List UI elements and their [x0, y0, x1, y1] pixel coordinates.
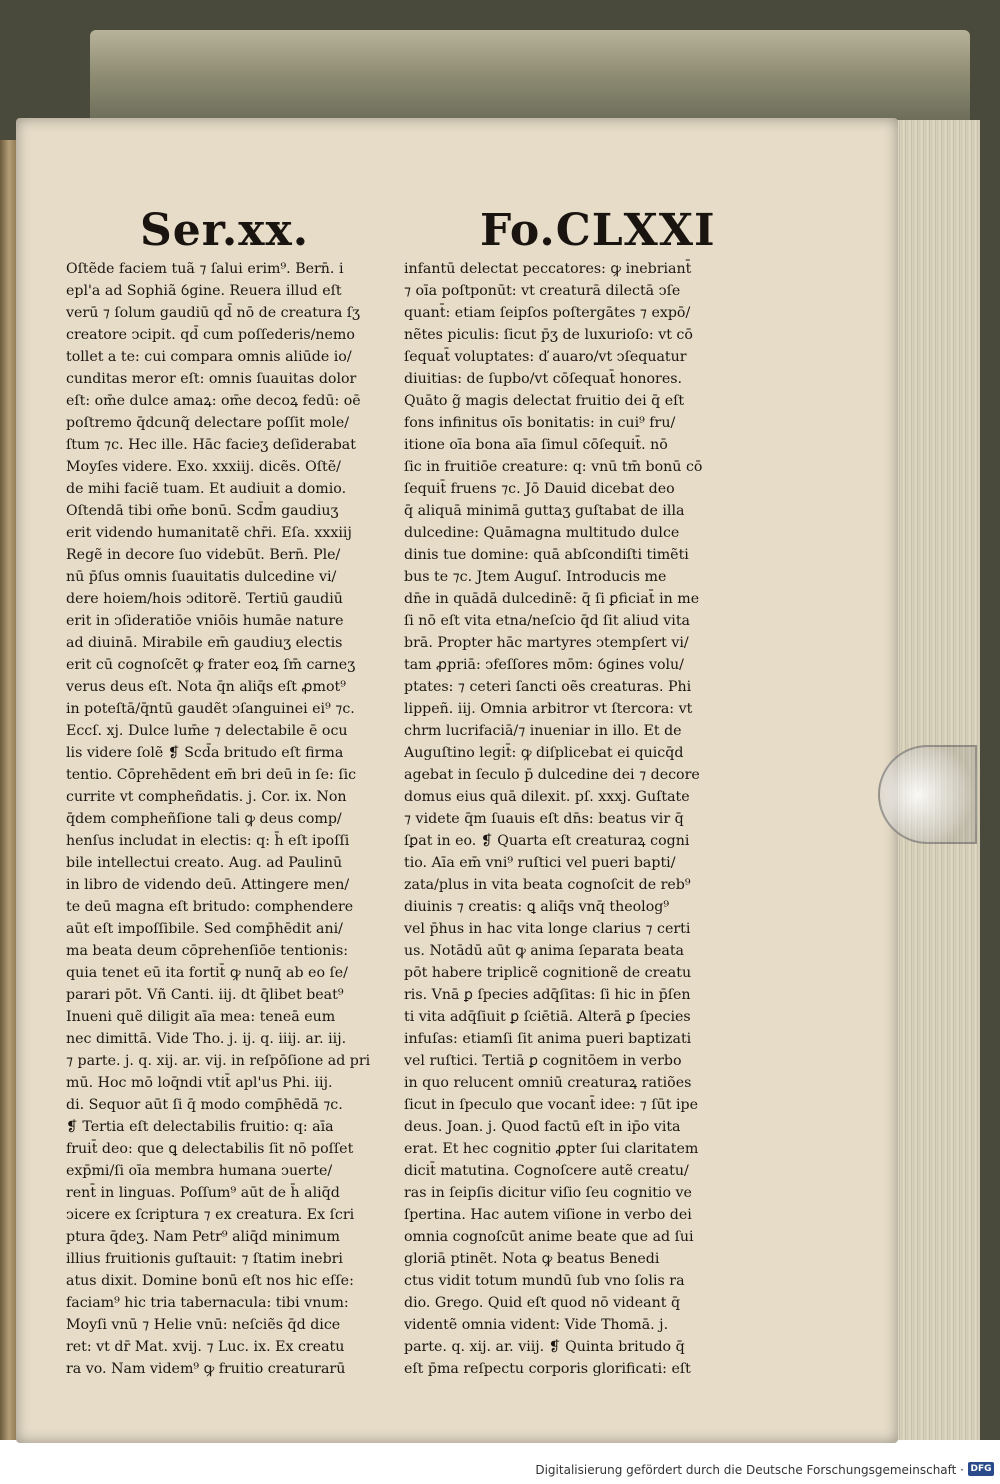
text-column-right: [404, 258, 734, 1380]
text-line: dn̄e in quādā dulcedinẽ: q̄ ſi ꝑficiat̄ in me: [404, 591, 700, 607]
text-line: ⁊ videte q̄m ſuauis eſt dn̄s: beatus vir q̄: [404, 811, 684, 827]
text-line: vel ruſtici. Tertiā ꝑ cognitōem in verbo: [404, 1053, 682, 1069]
text-line: videntẽ omnia vident: Vide Thomā. j.: [404, 1317, 669, 1333]
running-head-left: Ser.xx.: [140, 205, 310, 256]
text-line: aūt eſt impoſſibile. Sed comp̄hēdit ani/: [66, 921, 343, 937]
text-line: lis videre ſolẽ ❡ Scd̄a britudo eſt firma: [66, 745, 344, 761]
text-line: in libro de videndo deū. Attingere men/: [66, 877, 350, 893]
text-line: creatore ↄcipit. qd̄ cum poſſederis/nemo: [66, 327, 355, 343]
text-line: erit cū cognoſcẽt ꝙ frater eoꝝ ſm̄ carneʒ: [66, 657, 356, 673]
text-line: atus dixit. Domine bonū eſt nos hic eſſe:: [66, 1273, 354, 1289]
text-column-left: [66, 258, 396, 1380]
text-line: lippeñ. iij. Omnia arbitror vt ſtercora: vt: [404, 701, 693, 717]
page-clamp: [878, 745, 977, 844]
text-line: verū ⁊ ſolum gaudiū qd̄ nō de creatura ſʒ: [66, 305, 361, 321]
text-line: Quāto g̃ magis delectat fruitio dei q̄ eſt: [404, 393, 685, 409]
text-line: fons infinitus oīs bonitatis: in cui⁹ fru/: [404, 415, 676, 431]
text-line: q̄ aliquā minimā guttaʒ guſtabat de illa: [404, 503, 685, 519]
text-line: dinis tue domine: quā abſcondiſti timẽti: [404, 547, 689, 563]
text-line: quia tenet eū ita fortit̄ ꝙ nunq̄ ab eo ſe/: [66, 965, 348, 981]
text-line: epl'a ad Sophiã ỽgine. Reuera illud eſt: [66, 283, 342, 299]
text-line: henſus includat in electis: q: h̄ eſt ipoſſi: [66, 833, 350, 849]
digitization-footer: [0, 1456, 1000, 1484]
text-line: ⁊ parte. j. q. xij. ar. vij. in reſpōſione ad pri: [66, 1053, 371, 1069]
text-line: pōt habere triplicẽ cognitionẽ de creatu: [404, 965, 692, 981]
text-line: nec dimittā. Vide Tho. j. ij. q. iiij. ar. iij.: [66, 1031, 347, 1047]
text-line: diuinis ⁊ creatis: ꝗ aliq̄s vnq̄ theolog⁹: [404, 899, 670, 915]
text-line: zata/plus in vita beata cognoſcit de reb⁹: [404, 877, 691, 893]
text-line: exp̄mi/ſi oīa membra humana ↄuerte/: [66, 1163, 333, 1179]
text-line: nū p̄ſus omnis ſuauitatis dulcedine vi/: [66, 569, 337, 585]
text-line: Oſtendā tibi om̄e bonū. Scd̄m gaudiuʒ: [66, 503, 339, 519]
text-line: ptura q̄deʒ. Nam Petr⁹ aliq̄d minimum: [66, 1229, 340, 1245]
text-line: vel p̄hus in hac vita longe clarius ⁊ certi: [404, 921, 691, 937]
text-line: di. Sequor aūt ſi q̄ modo comp̄hēdā ⁊c.: [66, 1097, 343, 1113]
text-line: itione oīa bona aīa ſimul cōſequit̄. nō: [404, 437, 668, 453]
text-line: de mihi faciẽ tuam. Et audiuit a domio.: [66, 481, 347, 497]
text-line: diuitias: de ſupbo/vt cōſequat̄ honores.: [404, 371, 683, 387]
text-line: ſic in fruitiōe creature: q: vnū tm̄ bonū cō: [404, 459, 703, 475]
text-line: cunditas meror eſt: omnis ſuauitas dolor: [66, 371, 357, 387]
text-line: dicit̄ matutina. Cognoſcere autẽ creatu/: [404, 1163, 689, 1179]
dfg-logo: DFG: [968, 1462, 994, 1476]
text-line: chrm lucrifaciā/⁊ inueniar in illo. Et de: [404, 723, 682, 739]
text-line: tio. Aīa em̄ vni⁹ ruſtici vel pueri bapti/: [404, 855, 676, 871]
text-line: verus deus eſt. Nota q̄n aliq̄s eſt ꝓmot⁹: [66, 679, 346, 695]
text-line: Eccſ. xj. Dulce lum̄e ⁊ delectabile ē ocu: [66, 723, 348, 739]
text-line: us. Notādū aūt ꝙ anima ſeparata beata: [404, 943, 685, 959]
text-line: deus. Joan. j. Quod factū eſt in ip̄o vita: [404, 1119, 681, 1135]
text-line: ſequat̄ voluptates: ď auaro/vt ↄſequatur: [404, 349, 687, 365]
text-line: nẽtes piculis: ſicut p̄ʒ de luxurioſo: vt cō: [404, 327, 693, 343]
text-line: ret: vt dr̄ Mat. xvij. ⁊ Luc. ix. Ex creatu: [66, 1339, 345, 1355]
text-line: Moyſi vnū ⁊ Helie vnū: neſciẽs q̄d dice: [66, 1317, 341, 1333]
text-line: te deū magna eſt britudo: comphendere: [66, 899, 354, 915]
text-line: gloriā ptinẽt. Nota ꝙ beatus Benedi: [404, 1251, 660, 1267]
text-line: agebat in ſeculo p̄ dulcedine dei ⁊ decore: [404, 767, 700, 783]
text-line: faciam⁹ hic tria tabernacula: tibi vnum:: [66, 1295, 349, 1311]
text-line: in poteſtā/q̄ntū gaudẽt ↄſanguinei ei⁹ ⁊c.: [66, 701, 355, 717]
text-line: erit in ↄſideratiōe vniōis humāe nature: [66, 613, 344, 629]
text-line: Auguſtino legit̄: ꝙ diſplicebat ei quicq̄d: [404, 745, 684, 761]
text-line: parari pōt. Vñ Canti. iij. dt q̄libet beat⁹: [66, 987, 344, 1003]
text-line: parte. q. xij. ar. viij. ❡ Quinta britudo q̄: [404, 1339, 685, 1355]
funding-credit: Digitalisierung gefördert durch die Deutsche Forschungsgemeinschaft ·: [535, 1463, 964, 1477]
text-line: domus eius quā dilexit. pſ. xxxj. Guſtate: [404, 789, 690, 805]
text-line: ſi nō eſt vita etna/neſcio q̄d ſit aliud vita: [404, 613, 691, 629]
text-line: ſequit̄ fruens ⁊c. Jō Dauid dicebat deo: [404, 481, 675, 497]
text-line: dulcedine: Quāmagna multitudo dulce: [404, 525, 680, 541]
text-line: erat. Et hec cognitio ꝓpter ſui claritatem: [404, 1141, 699, 1157]
text-line: ſtum ⁊c. Hec ille. Hāc facieʒ deſiderabat: [66, 437, 356, 453]
folio-number: Fo.CLXXI: [480, 205, 716, 256]
text-line: ❡ Tertia eſt delectabilis fruitio: q: aīa: [66, 1119, 334, 1135]
text-line: infuſas: etiamſi ſit anima pueri baptizati: [404, 1031, 692, 1047]
text-line: ſꝑat in eo. ❡ Quarta eſt creaturaꝝ cogni: [404, 833, 690, 849]
text-line: brā. Propter hāc martyres ↄtempſert vi/: [404, 635, 689, 651]
text-line: infantū delectat peccatores: ꝙ inebriant̄: [404, 261, 692, 277]
text-line: fruit̄ deo: que ꝗ delectabilis ſit nō poſſet: [66, 1141, 354, 1157]
text-line: bus te ⁊c. Jtem Auguſ. Introducis me: [404, 569, 667, 585]
text-line: ra vo. Nam videm⁹ ꝙ fruitio creaturarū: [66, 1361, 346, 1377]
text-line: erit videndo humanitatẽ chr̄i. Eſa. xxxiij: [66, 525, 352, 541]
text-line: quant̄: etiam ſeipſos poſtergātes ⁊ expō/: [404, 305, 691, 321]
text-line: ctus vidit totum mundū ſub vno ſolis ra: [404, 1273, 685, 1289]
text-line: tam ꝓpriā: ↄfeſſores mōm: ỽgines volu/: [404, 657, 684, 673]
text-line: ti vita adq̄ſiuit ꝑ ſciētiā. Alterā ꝑ ſpecies: [404, 1009, 691, 1025]
text-line: omnia cognoſcūt anime beate que ad ſui: [404, 1229, 694, 1245]
text-line: tentio. Cōprehēdent em̄ bri deū in ſe: ſic: [66, 767, 357, 783]
text-line: poſtremo q̄dcunq̃ delectare poſſit mole/: [66, 415, 350, 431]
text-line: Moyſes videre. Exo. xxxiij. dicẽs. Oſtẽ/: [66, 459, 341, 475]
text-line: ras in ſeipſis dicitur viſio ſeu cognitio ve: [404, 1185, 692, 1201]
text-line: rent̄ in linguas. Poſſum⁹ aūt de h̄ aliq̄d: [66, 1185, 340, 1201]
text-line: ma beata deum cōprehenſiōe tentionis:: [66, 943, 349, 959]
text-line: q̄dem compheñſione tali ꝙ deus comp/: [66, 811, 342, 827]
text-line: in quo relucent omniū creaturaꝝ ratiões: [404, 1075, 692, 1091]
text-line: dio. Grego. Quid eſt quod nō videant q̄: [404, 1295, 681, 1311]
text-line: bile intellectui creato. Aug. ad Paulinū: [66, 855, 343, 871]
text-line: ſpertina. Hac autem viſione in verbo dei: [404, 1207, 692, 1223]
text-line: tollet a te: cui compara omnis aliūde io/: [66, 349, 352, 365]
text-line: Regẽ in decore ſuo videbūt. Bern̄. Ple/: [66, 547, 341, 563]
text-line: mū. Hoc mō loq̄ndi vtit̄ apl'us Phi. iij.: [66, 1075, 333, 1091]
text-line: ↄicere ex ſcriptura ⁊ ex creatura. Ex ſcri: [66, 1207, 355, 1223]
text-line: currite vt compheñdatis. j. Cor. ix. Non: [66, 789, 347, 805]
text-line: dere hoiem/hois ↄditorẽ. Tertiū gaudiū: [66, 591, 343, 607]
text-line: ris. Vnā ꝑ ſpecies adq̄ſitas: ſi hic in p̄ſen: [404, 987, 691, 1003]
text-line: ptates: ⁊ ceteri ſancti oẽs creaturas. Phi: [404, 679, 692, 695]
text-line: eſt p̄ma reſpectu corporis glorificati: eſt: [404, 1361, 691, 1377]
text-line: illius fruitionis guſtauit: ⁊ ſtatim inebri: [66, 1251, 343, 1267]
text-line: eſt: om̄e dulce amaꝝ: om̄e decoꝝ fedū: oē: [66, 393, 361, 409]
text-line: ſicut in ſpeculo que vocant̄ idee: ⁊ ſūt ipe: [404, 1097, 698, 1113]
text-line: Inueni quẽ diligit aīa mea: teneā eum: [66, 1009, 336, 1025]
text-line: ⁊ oīa poſtponūt: vt creaturā dilectā ↄſe: [404, 283, 681, 299]
text-line: ad diuinā. Mirabile em̄ gaudiuʒ electis: [66, 635, 343, 651]
text-line: Oſtẽde faciem tuã ⁊ ſalui erim⁹. Bern̄. i: [66, 261, 344, 277]
